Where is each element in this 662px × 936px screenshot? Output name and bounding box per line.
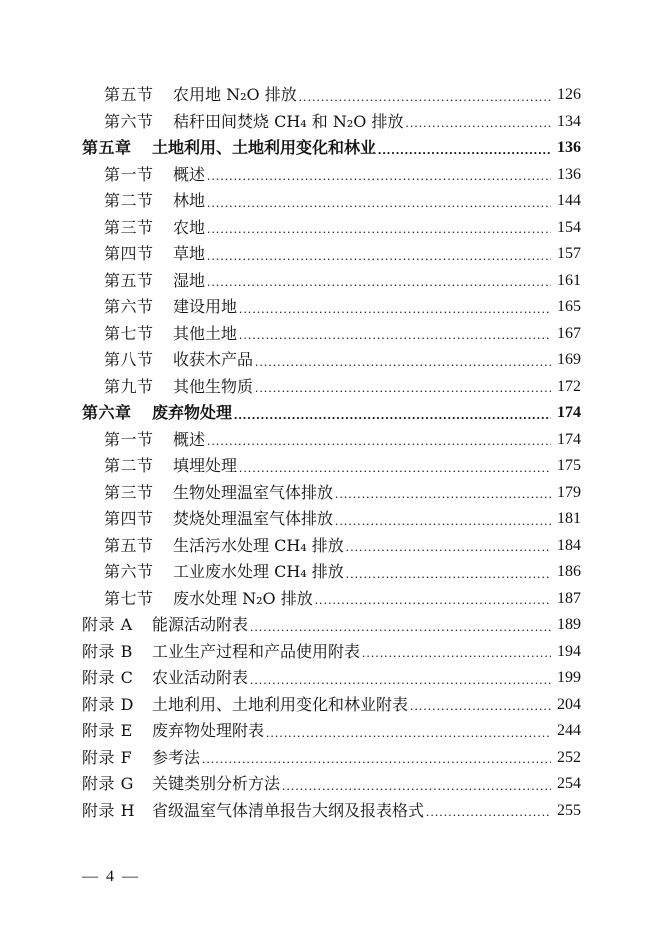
toc-entry-page: 186 (557, 563, 581, 581)
toc-entry-title: 工业废水处理 CH₄ 排放 (173, 562, 344, 582)
toc-section-row[interactable] (0, 215, 662, 242)
toc-section-row[interactable] (0, 533, 662, 560)
dot-leader (426, 805, 551, 824)
toc-section-row[interactable] (0, 321, 662, 348)
toc-entry-number: 第六节 (104, 562, 154, 582)
dot-leader (239, 302, 551, 321)
toc-entry-title: 废水处理 N₂O 排放 (173, 588, 313, 608)
toc-entry-number: 第三节 (104, 217, 154, 237)
toc-entry-number: 第一节 (104, 164, 154, 184)
toc-section-row[interactable] (0, 480, 662, 507)
dot-leader (299, 90, 551, 109)
toc-entry-page: 179 (557, 483, 581, 501)
toc-entry-number: 附录 C (82, 668, 134, 688)
toc-entry-number: 第五章 (82, 138, 132, 158)
toc-entry-page: 244 (557, 722, 581, 740)
toc-entry-title: 废弃物处理 (152, 403, 233, 423)
toc-entry-page: 204 (557, 695, 581, 713)
toc-entry-number: 第五节 (104, 85, 154, 105)
dot-leader (406, 116, 552, 135)
dot-leader (346, 567, 551, 586)
toc-section-row[interactable] (0, 294, 662, 321)
dot-leader (234, 408, 551, 427)
toc-entry-title: 收获木产品 (173, 350, 254, 370)
dot-leader (255, 355, 551, 374)
toc-appendix-row[interactable] (0, 798, 662, 825)
toc-entry-page: 194 (557, 642, 581, 660)
toc-entry-title: 参考法 (152, 747, 201, 767)
toc-entry-page: 187 (557, 589, 581, 607)
toc-entry-page: 172 (557, 377, 581, 395)
dot-leader (239, 328, 551, 347)
toc-entry-title: 生活污水处理 CH₄ 排放 (173, 535, 344, 555)
toc-entry-page: 134 (557, 112, 581, 130)
toc-entry-title: 土地利用、土地利用变化和林业 (152, 138, 377, 158)
toc-entry-number: 第三节 (104, 482, 154, 502)
toc-appendix-row[interactable] (0, 718, 662, 745)
dot-leader (266, 726, 551, 745)
toc-entry-title: 能源活动附表 (152, 615, 249, 635)
dot-leader (250, 673, 551, 692)
table-of-contents (0, 82, 662, 824)
toc-entry-number: 附录 F (82, 747, 133, 767)
toc-entry-number: 附录 D (82, 694, 134, 714)
toc-entry-number: 附录 G (82, 774, 134, 794)
toc-entry-title: 林地 (173, 191, 206, 211)
toc-entry-page: 255 (557, 801, 581, 819)
toc-entry-title: 省级温室气体清单报告大纲及报表格式 (152, 800, 425, 820)
toc-entry-title: 生物处理温室气体排放 (173, 482, 334, 502)
toc-entry-number: 第二节 (104, 456, 154, 476)
toc-entry-page: 174 (557, 404, 581, 422)
toc-entry-page: 161 (557, 271, 581, 289)
toc-entry-number: 第九节 (104, 376, 154, 396)
toc-entry-title: 焚烧处理温室气体排放 (173, 509, 334, 529)
dot-leader (207, 169, 551, 188)
dot-leader (346, 540, 551, 559)
toc-entry-title: 其他土地 (173, 323, 238, 343)
toc-appendix-row[interactable] (0, 745, 662, 772)
toc-entry-title: 秸秆田间焚烧 CH₄ 和 N₂O 排放 (173, 111, 404, 131)
toc-section-row[interactable] (0, 162, 662, 189)
toc-chapter-row[interactable] (0, 135, 662, 162)
toc-entry-number: 第四节 (104, 509, 154, 529)
dot-leader (282, 779, 551, 798)
toc-entry-number: 第五节 (104, 535, 154, 555)
toc-entry-number: 第五节 (104, 270, 154, 290)
dot-leader (207, 249, 551, 268)
dot-leader (207, 196, 551, 215)
toc-entry-title: 工业生产过程和产品使用附表 (152, 641, 361, 661)
toc-entry-title: 湿地 (173, 270, 206, 290)
toc-entry-page: 154 (557, 218, 581, 236)
toc-section-row[interactable] (0, 241, 662, 268)
toc-section-row[interactable] (0, 82, 662, 109)
dot-leader (335, 487, 551, 506)
toc-entry-page: 167 (557, 324, 581, 342)
dot-leader (207, 434, 551, 453)
toc-entry-number: 附录 B (82, 641, 133, 661)
toc-entry-number: 附录 E (82, 721, 133, 741)
toc-appendix-row[interactable] (0, 665, 662, 692)
toc-entry-title: 农地 (173, 217, 206, 237)
toc-entry-title: 土地利用、土地利用变化和林业附表 (152, 694, 409, 714)
toc-entry-page: 181 (557, 510, 581, 528)
toc-entry-page: 157 (557, 245, 581, 263)
toc-entry-number: 第六节 (104, 297, 154, 317)
dot-leader (202, 752, 551, 771)
toc-entry-number: 第六章 (82, 403, 132, 423)
dot-leader (335, 514, 551, 533)
toc-appendix-row[interactable] (0, 639, 662, 666)
toc-entry-page: 136 (557, 165, 581, 183)
page-footer-number: — 4 — (82, 868, 140, 885)
dot-leader (250, 620, 551, 639)
toc-entry-number: 第八节 (104, 350, 154, 370)
toc-entry-number: 第四节 (104, 244, 154, 264)
toc-entry-title: 概述 (173, 164, 206, 184)
toc-appendix-row[interactable] (0, 771, 662, 798)
toc-entry-title: 其他生物质 (173, 376, 254, 396)
dot-leader (239, 461, 551, 480)
toc-entry-title: 建设用地 (173, 297, 238, 317)
dot-leader (315, 593, 551, 612)
toc-entry-title: 农用地 N₂O 排放 (173, 85, 297, 105)
toc-section-row[interactable] (0, 109, 662, 136)
dot-leader (255, 381, 551, 400)
toc-section-row[interactable] (0, 374, 662, 401)
toc-entry-page: 189 (557, 616, 581, 634)
toc-entry-page: 184 (557, 536, 581, 554)
toc-section-row[interactable] (0, 453, 662, 480)
toc-entry-page: 169 (557, 351, 581, 369)
toc-entry-page: 126 (557, 86, 581, 104)
toc-entry-page: 254 (557, 775, 581, 793)
toc-entry-number: 第七节 (104, 588, 154, 608)
toc-entry-page: 174 (557, 430, 581, 448)
toc-entry-number: 附录 A (82, 615, 133, 635)
dot-leader (207, 222, 551, 241)
toc-entry-page: 165 (557, 298, 581, 316)
toc-entry-page: 199 (557, 669, 581, 687)
toc-entry-page: 144 (557, 192, 581, 210)
toc-section-row[interactable] (0, 347, 662, 374)
toc-entry-page: 136 (557, 139, 581, 157)
toc-chapter-row[interactable] (0, 400, 662, 427)
toc-appendix-row[interactable] (0, 692, 662, 719)
toc-entry-number: 第二节 (104, 191, 154, 211)
toc-entry-title: 农业活动附表 (152, 668, 249, 688)
toc-entry-number: 第一节 (104, 429, 154, 449)
toc-entry-number: 附录 H (82, 800, 136, 820)
toc-section-row[interactable] (0, 268, 662, 295)
toc-section-row[interactable] (0, 506, 662, 533)
toc-entry-title: 草地 (173, 244, 206, 264)
toc-entry-title: 概述 (173, 429, 206, 449)
toc-entry-number: 第六节 (104, 111, 154, 131)
dot-leader (410, 699, 551, 718)
dot-leader (362, 646, 551, 665)
toc-entry-page: 175 (557, 457, 581, 475)
toc-section-row[interactable] (0, 427, 662, 454)
toc-section-row[interactable] (0, 559, 662, 586)
toc-appendix-row[interactable] (0, 612, 662, 639)
toc-entry-title: 填埋处理 (173, 456, 238, 476)
toc-section-row[interactable] (0, 188, 662, 215)
toc-entry-title: 废弃物处理附表 (152, 721, 265, 741)
toc-entry-title: 关键类别分析方法 (152, 774, 281, 794)
toc-section-row[interactable] (0, 586, 662, 613)
toc-entry-number: 第七节 (104, 323, 154, 343)
dot-leader (207, 275, 551, 294)
dot-leader (378, 143, 551, 162)
toc-entry-page: 252 (557, 748, 581, 766)
